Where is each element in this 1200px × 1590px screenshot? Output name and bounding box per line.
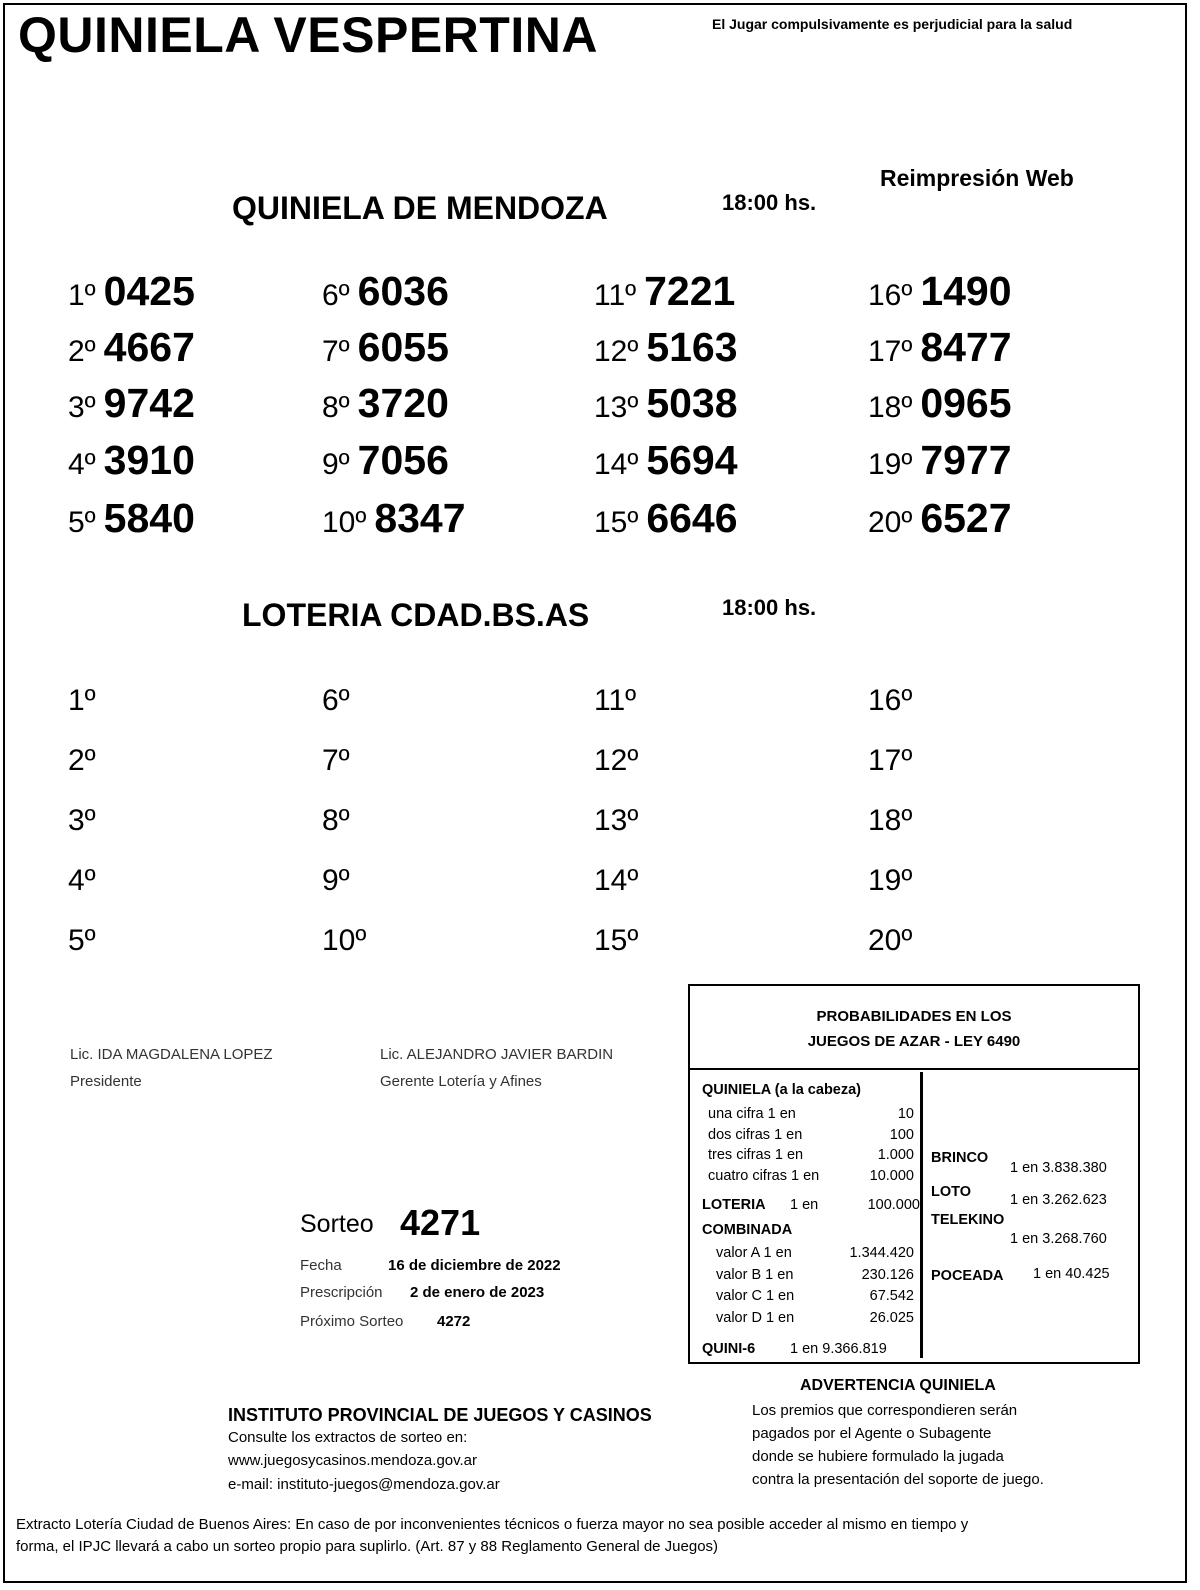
position-label: 18º — [868, 804, 913, 837]
position-label: 12º — [594, 744, 639, 777]
winning-number: 7221 — [644, 268, 736, 314]
sorteo-number: 4271 — [400, 1202, 481, 1243]
ciudad-result-1 — [68, 684, 96, 718]
winning-number: 5840 — [103, 495, 195, 541]
position-label: 17º — [868, 335, 913, 368]
position-label: 7º — [322, 335, 350, 368]
probability-row-label: una cifra 1 en — [708, 1106, 796, 1122]
fecha-value: 16 de diciembre de 2022 — [388, 1257, 561, 1274]
position-label: 11º — [594, 279, 637, 312]
mendoza-title: QUINIELA DE MENDOZA — [232, 190, 608, 226]
signature-right-role: Gerente Lotería y Afines — [380, 1073, 542, 1090]
loteria-label: LOTERIA — [702, 1197, 766, 1213]
mendoza-result-14 — [594, 437, 738, 484]
poceada-label: POCEADA — [931, 1268, 1004, 1284]
mendoza-result-18 — [868, 380, 1012, 427]
position-label: 12º — [594, 335, 639, 368]
reprint-label: Reimpresión Web — [880, 165, 1074, 191]
ciudad-result-3 — [68, 804, 96, 838]
brinco-value: 1 en 3.838.380 — [1010, 1160, 1107, 1176]
quini6-value: 1 en 9.366.819 — [790, 1341, 887, 1357]
position-label: 10º — [322, 506, 367, 539]
mendoza-result-13 — [594, 380, 738, 427]
position-label: 16º — [868, 279, 913, 312]
quiniela-head: QUINIELA (a la cabeza) — [702, 1082, 862, 1098]
mendoza-result-3 — [68, 380, 195, 427]
mendoza-result-10 — [322, 495, 466, 542]
ciudad-result-5 — [68, 924, 96, 958]
loto-label: LOTO — [931, 1184, 972, 1200]
ciudad-result-13 — [594, 804, 638, 838]
position-label: 5º — [68, 924, 96, 957]
poceada-value: 1 en 40.425 — [1033, 1266, 1110, 1282]
winning-number: 5038 — [646, 380, 738, 426]
winning-number: 5694 — [646, 437, 738, 483]
institute-email: e-mail: instituto-juegos@mendoza.gov.ar — [228, 1476, 500, 1493]
probability-row-value: 67.542 — [869, 1288, 914, 1304]
quini6-label: QUINI-6 — [702, 1341, 756, 1357]
position-label: 3º — [68, 391, 96, 424]
position-label: 20º — [868, 506, 913, 539]
ciudad-result-15 — [594, 924, 638, 958]
probability-row-label: dos cifras 1 en — [708, 1126, 803, 1143]
brinco-label: BRINCO — [931, 1150, 989, 1166]
position-label: 2º — [68, 744, 96, 777]
probability-row-value: 10 — [897, 1106, 914, 1122]
ciudad-title: LOTERIA CDAD.BS.AS — [242, 597, 590, 633]
mendoza-result-19 — [868, 437, 1012, 484]
ciudad-result-14 — [594, 864, 638, 898]
position-label: 15º — [594, 924, 639, 957]
probabilities-title-2: JUEGOS DE AZAR - LEY 6490 — [807, 1033, 1021, 1050]
advertencia-line: pagados por el Agente o Subagente — [752, 1425, 992, 1442]
position-label: 14º — [594, 864, 639, 897]
position-label: 14º — [594, 448, 639, 481]
winning-number: 8347 — [374, 495, 466, 541]
winning-number: 6527 — [920, 495, 1012, 541]
position-label: 17º — [868, 744, 913, 777]
health-warning: El Jugar compulsivamente es perjudicial para la salud — [712, 16, 1073, 32]
probability-row-value: 100 — [889, 1126, 914, 1143]
loteria-en: 1 en — [790, 1197, 819, 1213]
winning-number: 6036 — [357, 268, 449, 314]
mendoza-result-11 — [594, 268, 735, 315]
mendoza-result-2 — [68, 324, 195, 371]
probability-row-label: valor B 1 en — [716, 1266, 794, 1283]
probability-row-value: 26.025 — [869, 1309, 914, 1326]
probability-row-value: 10.000 — [869, 1167, 914, 1184]
probability-row-label: cuatro cifras 1 en — [708, 1167, 820, 1184]
winning-number: 6646 — [646, 495, 738, 541]
ciudad-result-20 — [868, 924, 912, 958]
advertencia-line: Los premios que correspondieren serán — [752, 1402, 1018, 1419]
advertencia-title: ADVERTENCIA QUINIELA — [800, 1377, 996, 1394]
signature-left-name: Lic. IDA MAGDALENA LOPEZ — [70, 1046, 273, 1063]
mendoza-result-1 — [68, 268, 195, 315]
position-label: 8º — [322, 804, 350, 837]
fecha-label: Fecha — [300, 1257, 342, 1274]
winning-number: 3910 — [103, 437, 195, 483]
position-label: 15º — [594, 506, 639, 539]
mendoza-result-6 — [322, 268, 449, 315]
probabilities-divider-v — [920, 1072, 923, 1358]
ciudad-result-10 — [322, 924, 366, 958]
ciudad-result-9 — [322, 864, 350, 898]
winning-number: 1490 — [920, 268, 1012, 314]
mendoza-time: 18:00 hs. — [722, 190, 817, 215]
telekino-label: TELEKINO — [931, 1212, 1005, 1228]
probability-row-label: valor A 1 en — [716, 1245, 792, 1261]
prescripcion-label: Prescripción — [300, 1284, 383, 1301]
ciudad-result-12 — [594, 744, 638, 778]
winning-number: 5163 — [646, 324, 738, 370]
position-label: 1º — [68, 684, 96, 717]
winning-number: 9742 — [103, 380, 195, 426]
position-label: 18º — [868, 391, 913, 424]
mendoza-result-17 — [868, 324, 1012, 371]
mendoza-result-12 — [594, 324, 738, 371]
winning-number: 7977 — [920, 437, 1012, 483]
proximo-sorteo-value: 4272 — [437, 1313, 471, 1330]
ciudad-result-18 — [868, 804, 912, 838]
position-label: 3º — [68, 804, 96, 837]
ciudad-time: 18:00 hs. — [722, 595, 817, 620]
position-label: 19º — [868, 864, 913, 897]
position-label: 20º — [868, 924, 913, 957]
winning-number: 0425 — [103, 268, 195, 314]
proximo-sorteo-label: Próximo Sorteo — [300, 1313, 404, 1330]
probability-row-label: tres cifras 1 en — [708, 1147, 804, 1163]
mendoza-result-9 — [322, 437, 449, 484]
footer-line-1: Extracto Lotería Ciudad de Buenos Aires: En caso de por inconvenientes técnicos o fuerza mayor no sea posible acceder al mismo en tiempo y — [16, 1516, 969, 1533]
position-label: 11º — [594, 684, 637, 717]
position-label: 6º — [322, 279, 350, 312]
institute-line-1: Consulte los extractos de sorteo en: — [228, 1429, 468, 1446]
ciudad-result-6 — [322, 684, 350, 718]
ciudad-result-2 — [68, 744, 96, 778]
ciudad-result-11 — [594, 684, 636, 718]
position-label: 9º — [322, 448, 350, 481]
position-label: 7º — [322, 744, 350, 777]
position-label: 4º — [68, 448, 96, 481]
winning-number: 7056 — [357, 437, 449, 483]
combinada-label: COMBINADA — [702, 1222, 793, 1238]
position-label: 16º — [868, 684, 913, 717]
winning-number: 3720 — [357, 380, 449, 426]
mendoza-result-5 — [68, 495, 195, 542]
position-label: 10º — [322, 924, 367, 957]
position-label: 1º — [68, 279, 96, 312]
position-label: 2º — [68, 335, 96, 368]
position-label: 6º — [322, 684, 350, 717]
probability-row-value: 1.000 — [877, 1147, 914, 1163]
footer-line-2: forma, el IPJC llevará a cabo un sorteo propio para suplirlo. (Art. 87 y 88 Reglamento General de Juegos) — [16, 1538, 719, 1555]
advertencia-line: donde se hubiere formulado la jugada — [752, 1448, 1004, 1465]
advertencia-line: contra la presentación del soporte de juego. — [752, 1471, 1044, 1488]
ciudad-result-4 — [68, 864, 96, 898]
page-title: QUINIELA VESPERTINA — [18, 7, 598, 63]
telekino-value: 1 en 3.268.760 — [1010, 1231, 1107, 1247]
ciudad-result-7 — [322, 744, 350, 778]
probabilities-title-1: PROBABILIDADES EN LOS — [816, 1008, 1012, 1025]
position-label: 8º — [322, 391, 350, 424]
probability-row-label: valor D 1 en — [716, 1309, 795, 1326]
ciudad-result-8 — [322, 804, 350, 838]
winning-number: 0965 — [920, 380, 1012, 426]
mendoza-result-8 — [322, 380, 449, 427]
position-label: 13º — [594, 804, 639, 837]
winning-number: 4667 — [103, 324, 195, 370]
signature-right-name: Lic. ALEJANDRO JAVIER BARDIN — [380, 1046, 614, 1063]
mendoza-result-7 — [322, 324, 449, 371]
position-label: 13º — [594, 391, 639, 424]
probabilities-divider-h — [690, 1068, 1138, 1070]
prescripcion-value: 2 de enero de 2023 — [410, 1284, 545, 1301]
winning-number: 6055 — [357, 324, 449, 370]
probability-row-value: 230.126 — [861, 1266, 914, 1283]
loto-value: 1 en 3.262.623 — [1010, 1192, 1107, 1208]
mendoza-result-16 — [868, 268, 1012, 315]
institute-website: www.juegosycasinos.mendoza.gov.ar — [228, 1452, 478, 1469]
probabilities-box — [688, 984, 1140, 1364]
ciudad-result-17 — [868, 744, 912, 778]
winning-number: 8477 — [920, 324, 1012, 370]
ciudad-result-19 — [868, 864, 912, 898]
probability-row-value: 1.344.420 — [849, 1245, 914, 1261]
position-label: 4º — [68, 864, 96, 897]
sorteo-label: Sorteo — [300, 1210, 374, 1238]
position-label: 19º — [868, 448, 913, 481]
position-label: 9º — [322, 864, 350, 897]
mendoza-result-4 — [68, 437, 195, 484]
ciudad-result-16 — [868, 684, 912, 718]
position-label: 5º — [68, 506, 96, 539]
probability-row-label: valor C 1 en — [716, 1288, 795, 1304]
loteria-value: 100.000 — [867, 1197, 920, 1213]
signature-left-role: Presidente — [70, 1073, 142, 1090]
mendoza-result-15 — [594, 495, 738, 542]
institute-name: INSTITUTO PROVINCIAL DE JUEGOS Y CASINOS — [228, 1405, 652, 1425]
mendoza-result-20 — [868, 495, 1012, 542]
